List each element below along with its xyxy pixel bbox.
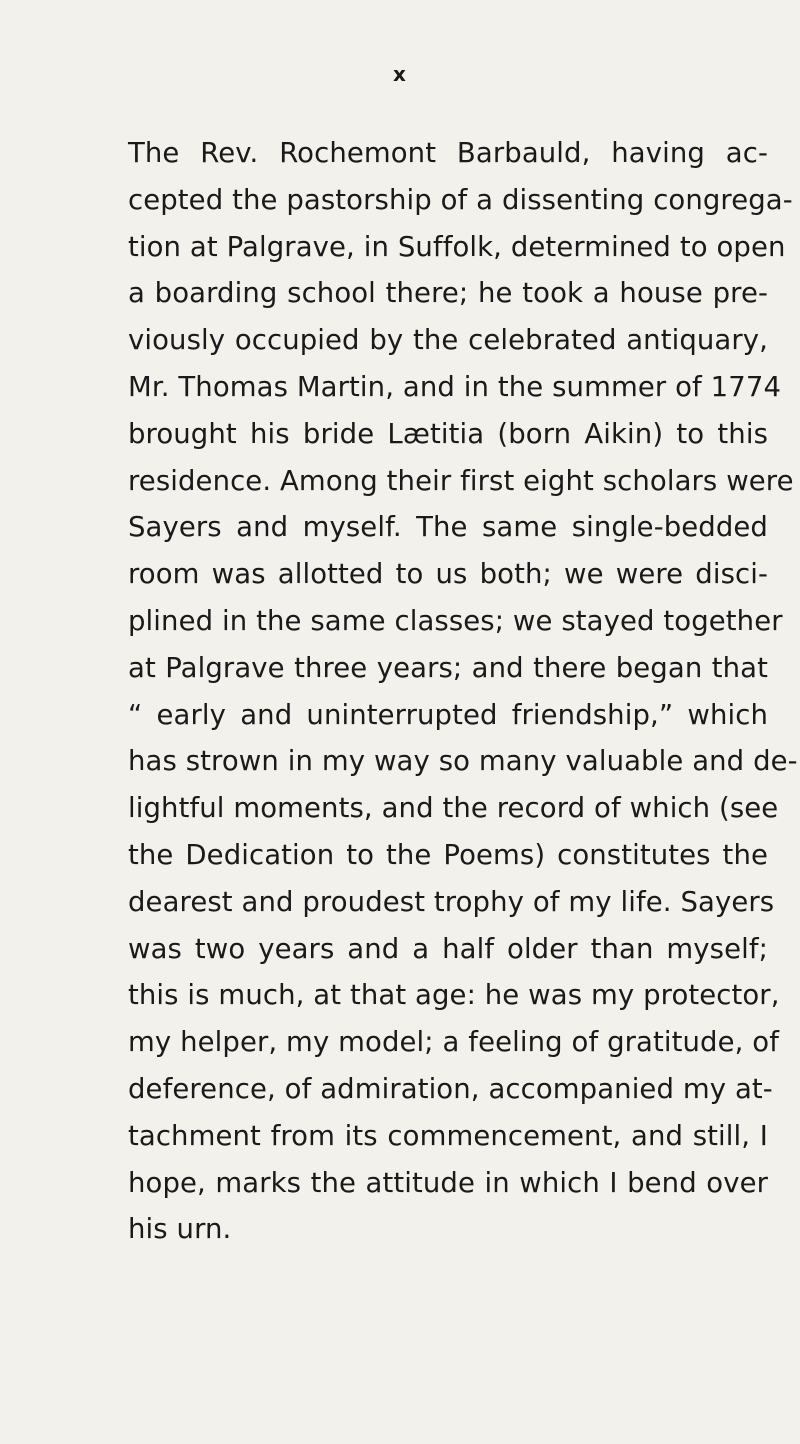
text-line: a boarding school there; he took a house pre- [128, 277, 768, 310]
body-paragraph [128, 130, 798, 1253]
text-line: residence. Among their first eight scholars were [128, 464, 794, 497]
text-line: this is much, at that age: he was my protector, [128, 979, 780, 1012]
text-line: The Rev. Rochemont Barbauld, having ac- [128, 137, 768, 169]
text-line: Mr. Thomas Martin, and in the summer of 1774 [128, 370, 782, 403]
text-line: lightful moments, and the record of which (see [128, 792, 779, 825]
text-line: deference, of admiration, accompanied my at- [128, 1072, 773, 1105]
text-line: cepted the pastorship of a dissenting congrega- [128, 183, 793, 216]
text-line: has strown in my way so many valuable and de- [128, 745, 798, 778]
page-number: x [393, 62, 407, 86]
text-line: the Dedication to the Poems) constitutes the [128, 838, 768, 871]
text-line: Sayers and myself. The same single-bedded [128, 511, 768, 544]
text-line: his urn. [128, 1213, 232, 1246]
text-line: “ early and uninterrupted friendship,” which [128, 698, 768, 731]
text-line: was two years and a half older than myself; [128, 932, 768, 965]
text-line: plined in the same classes; we stayed together [128, 604, 783, 637]
text-line: tachment from its commencement, and still, I [128, 1119, 768, 1152]
text-line: my helper, my model; a feeling of gratitude, of [128, 1026, 779, 1059]
text-line: dearest and proudest trophy of my life. Sayers [128, 885, 775, 918]
text-line: tion at Palgrave, in Suffolk, determined to open [128, 230, 786, 263]
text-line: hope, marks the attitude in which I bend over [128, 1166, 768, 1199]
text-line: room was allotted to us both; we were disci- [128, 558, 768, 591]
text-line: at Palgrave three years; and there began that [128, 651, 768, 684]
text-line: brought his bride Lætitia (born Aikin) to this [128, 417, 768, 450]
text-line: viously occupied by the celebrated antiquary, [128, 324, 768, 357]
